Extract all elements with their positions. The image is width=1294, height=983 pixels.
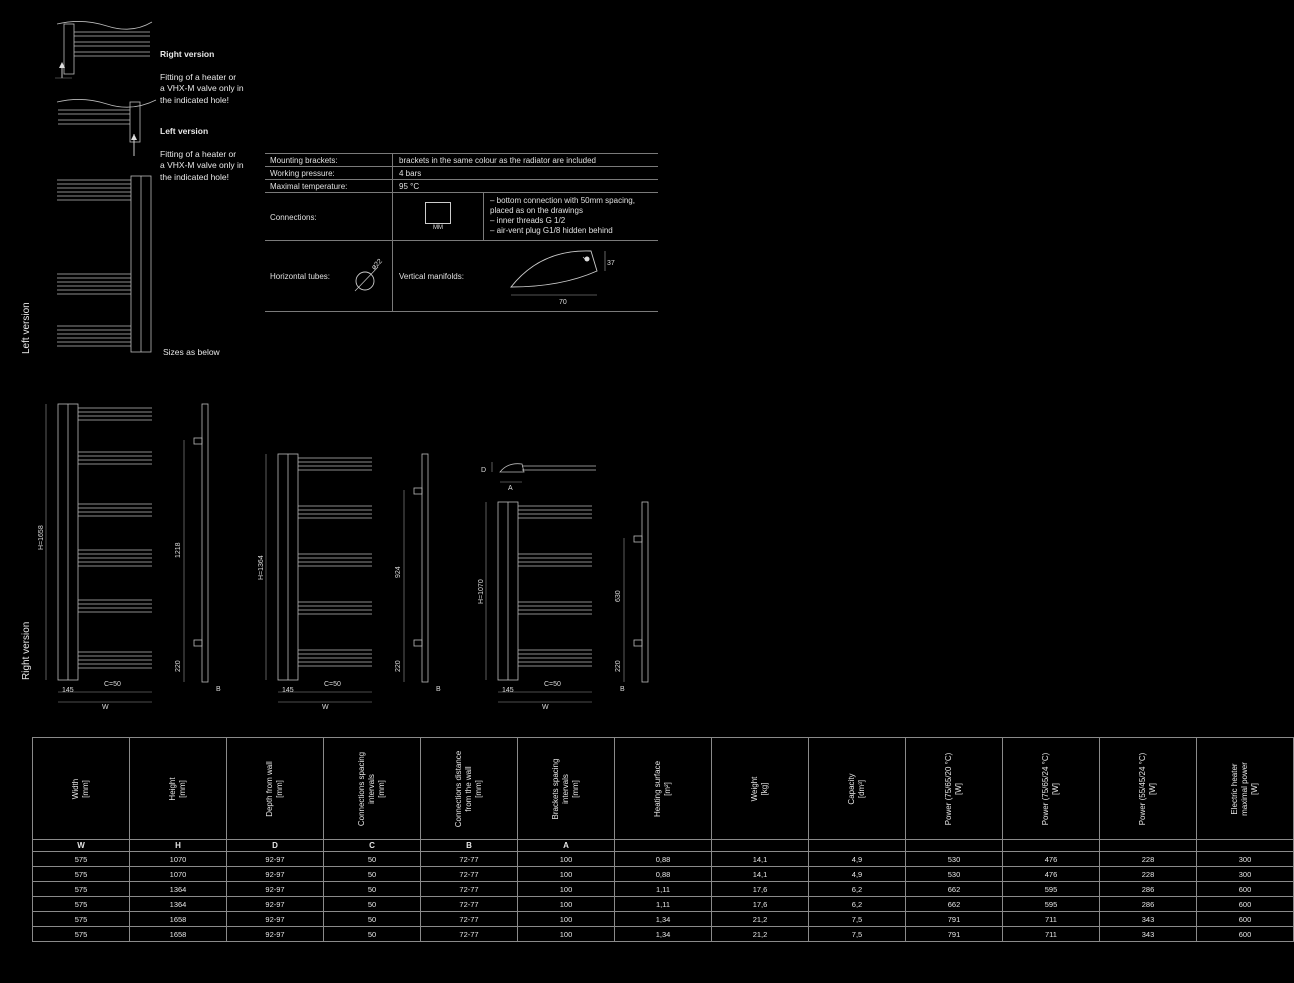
table-cell: 600 [1197,912,1294,927]
table-cell: 50 [324,927,421,942]
connections-text: – bottom connection with 50mm spacing, placed as on the drawings – inner threads G 1/2 – air-vent plug G1/8 hidden behind [490,196,635,235]
table-cell: 476 [1003,867,1100,882]
b-text-2: B [436,686,441,693]
left-version-note-title: Left version [160,125,209,136]
spec-temp-label: Maximal temperature: [265,180,393,192]
spacing-924-text: 924 [395,566,402,578]
table-header-cell [227,738,324,840]
b-text-3: B [620,686,625,693]
table-cell: 17,6 [712,897,809,912]
table-cell: 1658 [130,927,227,942]
table-cell: 17,6 [712,882,809,897]
table-cell: 791 [906,927,1003,942]
table-symbol-cell [1003,840,1100,852]
table-row [33,912,1294,927]
table-header-text: Power (55/45/24 °C) [W] [1138,752,1157,825]
table-cell: 575 [33,882,130,897]
table-cell: 343 [1100,912,1197,927]
table-cell: 1364 [130,882,227,897]
left-version-note-text: Fitting of a heater or a VHX-M valve only in the indicated hole! [160,148,244,182]
manifold-width-text: 70 [559,299,567,306]
c50-text-3: C=50 [544,681,561,688]
table-cell: 662 [906,897,1003,912]
spec-row-tubes [265,241,658,312]
table-cell: 711 [1003,927,1100,942]
table-cell: 228 [1100,852,1197,867]
table-body [33,852,1294,942]
table-cell: 100 [518,927,615,942]
table-cell: 286 [1100,882,1197,897]
spacing-145-text-2: 145 [282,687,294,694]
table-cell: 92-97 [227,927,324,942]
spacing-1218-text: 1218 [175,542,182,558]
c50-text-2: C=50 [324,681,341,688]
table-cell: 595 [1003,897,1100,912]
radiator-1070-side-drawing [610,498,670,698]
radiator-1364-front-drawing [258,450,388,712]
table-header-cell [1197,738,1294,840]
table-header-cell [615,738,712,840]
table-cell: 72-77 [421,867,518,882]
table-cell: 72-77 [421,927,518,942]
height-1364-text: H=1364 [258,555,265,580]
bottom-220-text-1: 220 [175,660,182,672]
table-header-text: Capacity [dm³] [847,772,866,805]
spec-pressure-label: Working pressure: [265,167,393,179]
spec-pressure-value: 4 bars [399,169,422,178]
width-w-text-2: W [322,704,329,711]
table-cell: 1658 [130,912,227,927]
bracket-a-text: A [508,485,513,492]
table-row [33,867,1294,882]
table-cell: 600 [1197,882,1294,897]
table-symbol-cell: B [421,840,518,852]
table-cell: 300 [1197,852,1294,867]
radiator-1658-front-drawing [38,400,168,712]
table-cell: 92-97 [227,852,324,867]
table-symbol-cell [1197,840,1294,852]
table-header-text: Power (75/65/24 °C) [W] [1041,752,1060,825]
spacing-145-text-1: 145 [62,687,74,694]
spec-connections-value [393,193,658,240]
table-header-cell [1003,738,1100,840]
radiator-1070-front-drawing [478,498,608,712]
table-header-text: Power (75/65/20 °C) [W] [944,752,963,825]
table-cell: 1364 [130,897,227,912]
width-w-text-1: W [102,704,109,711]
table-row [33,927,1294,942]
table-cell: 575 [33,927,130,942]
c50-text-1: C=50 [104,681,121,688]
table-cell: 300 [1197,867,1294,882]
radiator-1658-side-drawing [170,400,230,700]
table-cell: 4,9 [809,867,906,882]
table-cell: 50 [324,882,421,897]
depth-d-text: D [481,467,487,474]
table-cell: 1,34 [615,912,712,927]
table-cell: 50 [324,912,421,927]
table-header-text: Depth from wall [mm] [265,760,284,817]
table-symbol-cell [906,840,1003,852]
height-1070-text: H=1070 [478,579,485,604]
b-text-1: B [216,686,221,693]
table-header-cell [130,738,227,840]
table-symbol-cell: W [33,840,130,852]
right-version-detail-drawing [52,14,152,84]
table-symbol-cell: A [518,840,615,852]
left-version-radiator-drawing [55,174,155,354]
table-symbol-cell [712,840,809,852]
spec-row-temperature [265,180,658,193]
table-cell: 21,2 [712,912,809,927]
height-1658-text: H=1658 [38,525,45,550]
table-row [33,852,1294,867]
spec-connections-label: Connections: [265,193,393,240]
tube-diameter-text: ø22 [370,257,384,272]
table-cell: 100 [518,852,615,867]
bottom-220-text-3: 220 [615,660,622,672]
spec-table [265,153,658,312]
table-cell: 530 [906,852,1003,867]
spacing-145-text-3: 145 [502,687,514,694]
table-header-cell [421,738,518,840]
table-header-text: Height [mm] [168,776,187,801]
table-cell: 1070 [130,852,227,867]
table-cell: 575 [33,852,130,867]
table-cell: 7,5 [809,912,906,927]
table-symbol-cell [615,840,712,852]
table-cell: 21,2 [712,927,809,942]
table-cell: 600 [1197,897,1294,912]
top-view-drawing [478,458,600,494]
table-symbol-cell [1100,840,1197,852]
table-cell: 50 [324,852,421,867]
table-header-cell [324,738,421,840]
table-header-text: Electric heater maximal power [W] [1230,761,1259,816]
table-cell: 6,2 [809,897,906,912]
table-cell: 92-97 [227,897,324,912]
table-cell: 0,88 [615,852,712,867]
connection-dimension: MM [433,225,443,231]
table-cell: 1,34 [615,927,712,942]
table-cell: 72-77 [421,852,518,867]
table-header-cell [518,738,615,840]
table-cell: 100 [518,882,615,897]
table-cell: 530 [906,867,1003,882]
table-header-text: Heating surface [m²] [653,760,672,817]
spacing-630-text: 630 [615,590,622,602]
table-cell: 575 [33,897,130,912]
right-version-note-title: Right version [160,48,215,59]
table-cell: 595 [1003,882,1100,897]
spec-tubes-cell [265,241,393,311]
table-cell: 14,1 [712,867,809,882]
table-symbol-cell [809,840,906,852]
manifold-section-drawing [501,243,641,309]
right-version-label: Right version [21,621,32,680]
left-version-label: Left version [21,302,32,354]
table-cell: 92-97 [227,882,324,897]
table-cell: 575 [33,867,130,882]
table-cell: 92-97 [227,867,324,882]
radiator-1364-side-drawing [390,450,450,700]
table-symbol-cell: C [324,840,421,852]
table-cell: 1,11 [615,897,712,912]
connection-diagram [393,193,484,240]
width-w-text-3: W [542,704,549,711]
table-symbol-cell: D [227,840,324,852]
table-cell: 72-77 [421,912,518,927]
table-header-text: Brackets spacing intervals [mm] [551,758,580,819]
table-header-cell [906,738,1003,840]
left-version-detail-drawing [52,92,158,162]
spec-mounting-value: brackets in the same colour as the radiator are included [399,156,596,165]
table-row [33,882,1294,897]
spec-manifolds-cell [393,241,658,311]
table-cell: 72-77 [421,897,518,912]
table-header-text: Width [mm] [71,778,90,799]
table-header-cell [1100,738,1197,840]
table-cell: 6,2 [809,882,906,897]
table-header-cell [33,738,130,840]
table-cell: 50 [324,897,421,912]
spec-manifolds-label: Vertical manifolds: [399,272,464,281]
table-symbol-cell: H [130,840,227,852]
spec-row-connections [265,193,658,241]
table-cell: 100 [518,867,615,882]
table-cell: 343 [1100,927,1197,942]
table-cell: 662 [906,882,1003,897]
bottom-220-text-2: 220 [395,660,402,672]
table-cell: 50 [324,867,421,882]
table-cell: 72-77 [421,882,518,897]
table-cell: 711 [1003,912,1100,927]
spec-tubes-label: Horizontal tubes: [270,272,331,281]
table-cell: 228 [1100,867,1197,882]
right-version-note-text: Fitting of a heater or a VHX-M valve only in the indicated hole! [160,71,244,105]
table-cell: 7,5 [809,927,906,942]
table-header-row [33,738,1294,840]
spec-row-mounting [265,153,658,167]
table-header-cell [712,738,809,840]
table-header-text: Connections distance from the wall [mm] [454,750,483,827]
table-cell: 1,11 [615,882,712,897]
table-cell: 600 [1197,927,1294,942]
table-cell: 791 [906,912,1003,927]
table-header-text: Connections spacing intervals [mm] [357,751,386,826]
connection-square-icon [425,202,451,224]
table-cell: 100 [518,912,615,927]
right-version-note [160,37,244,106]
table-cell: 286 [1100,897,1197,912]
left-version-note [160,114,244,183]
spec-row-pressure [265,167,658,180]
table-cell: 476 [1003,852,1100,867]
table-cell: 92-97 [227,912,324,927]
table-header-text: Weight [kg] [750,776,769,801]
spec-temp-value: 95 °C [399,182,420,191]
spec-mounting-label: Mounting brackets: [265,154,393,166]
table-header-cell [809,738,906,840]
tube-section-icon [350,257,390,297]
sizes-below-label: Sizes as below [163,347,220,357]
table-cell: 4,9 [809,852,906,867]
table-symbol-row [33,840,1294,852]
table-cell: 14,1 [712,852,809,867]
table-cell: 575 [33,912,130,927]
table-cell: 0,88 [615,867,712,882]
manifold-height-text: 37 [607,260,615,267]
dimensions-table [32,737,1294,942]
table-cell: 100 [518,897,615,912]
table-cell: 1070 [130,867,227,882]
table-row [33,897,1294,912]
